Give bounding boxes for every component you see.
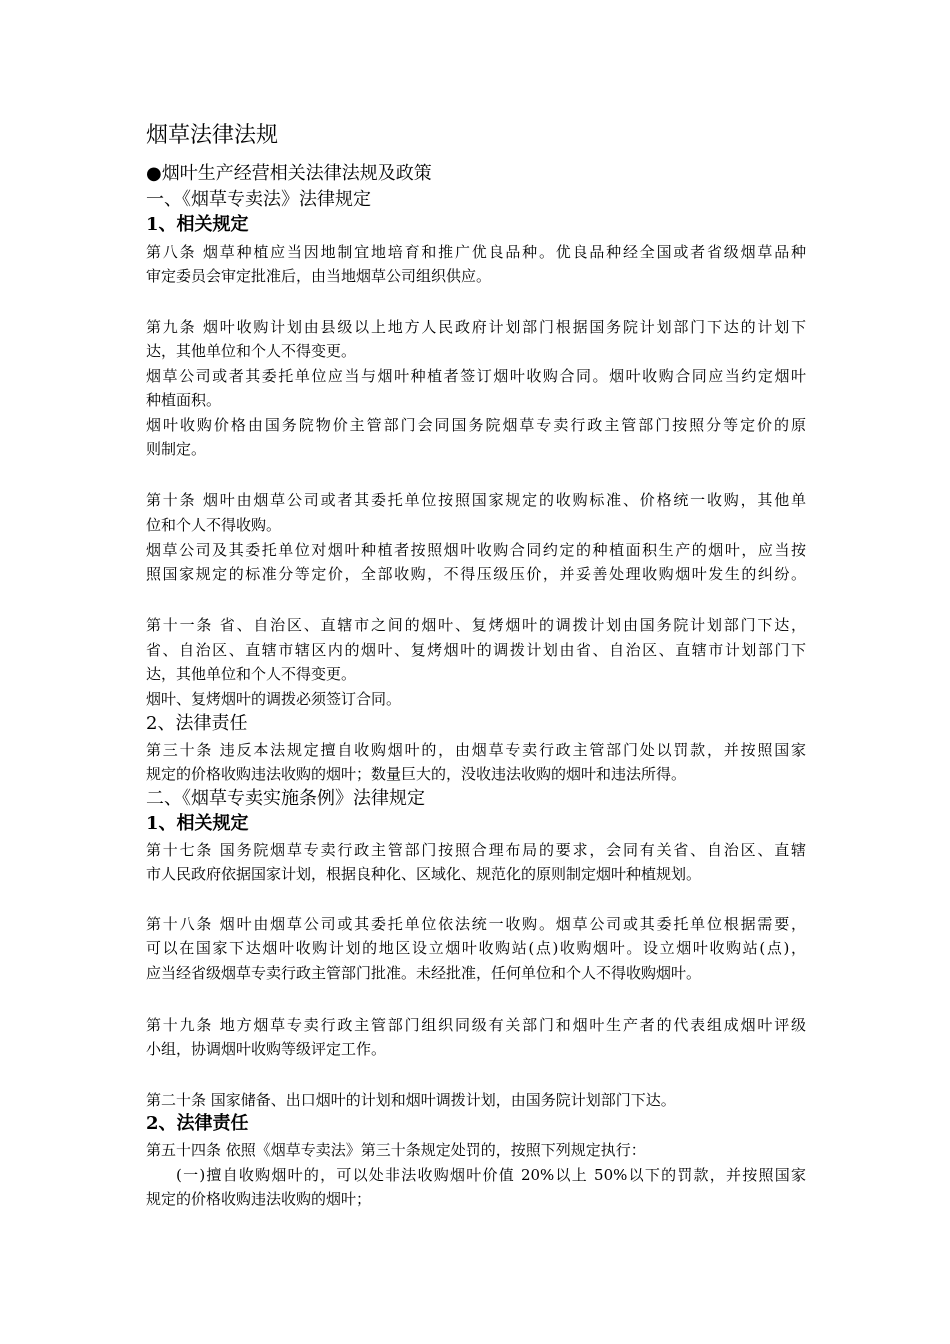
part2-sub2: 2、法律责任 <box>146 1113 249 1134</box>
art30-line-2: 规定的价格收购违法收购的烟叶；数量巨大的，没收违法收购的烟叶和违法所得。 <box>146 765 687 783</box>
art54-item-1-line-1: (一)擅自收购烟叶的，可以处非法收购烟叶价值 20%以上 50%以下的罚款，并按照国家 <box>176 1166 806 1184</box>
art10-line-2: 位和个人不得收购。 <box>146 516 282 534</box>
art11-line-4: 烟叶、复烤烟叶的调拨必须签订合同。 <box>146 690 402 708</box>
part2-sub1: 1、相关规定 <box>146 813 249 834</box>
art10-line-1: 第十条 烟叶由烟草公司或者其委托单位按照国家规定的收购标准、价格统一收购，其他单 <box>146 491 806 509</box>
art9-line-4: 种植面积。 <box>146 391 222 409</box>
art19-line-2: 小组，协调烟叶收购等级评定工作。 <box>146 1040 387 1058</box>
document-title: 烟草法律法规 <box>146 123 279 148</box>
art9-line-6: 则制定。 <box>146 440 207 458</box>
part1-sub1: 1、相关规定 <box>146 214 249 235</box>
art8-line-2: 审定委员会审定批准后，由当地烟草公司组织供应。 <box>146 267 492 285</box>
part1-heading: 一、《烟草专卖法》法律规定 <box>146 189 371 210</box>
art8-line-1: 第八条 烟草种植应当因地制宜地培育和推广优良品种。优良品种经全国或者省级烟草品种 <box>146 243 806 261</box>
art9-line-3: 烟草公司或者其委托单位应当与烟叶种植者签订烟叶收购合同。烟叶收购合同应当约定烟叶 <box>146 367 806 385</box>
art19-line-1: 第十九条 地方烟草专卖行政主管部门组织同级有关部门和烟叶生产者的代表组成烟叶评级 <box>146 1016 806 1034</box>
art9-line-1: 第九条 烟叶收购计划由县级以上地方人民政府计划部门根据国务院计划部门下达的计划下 <box>146 318 806 336</box>
art11-line-3: 达，其他单位和个人不得变更。 <box>146 665 357 683</box>
art10-line-3: 烟草公司及其委托单位对烟叶种植者按照烟叶收购合同约定的种植面积生产的烟叶，应当按 <box>146 541 806 559</box>
art54-line-1: 第五十四条 依照《烟草专卖法》第三十条规定处罚的，按照下列规定执行： <box>146 1141 646 1159</box>
art9-line-2: 达，其他单位和个人不得变更。 <box>146 342 357 360</box>
part2-heading: 二、《烟草专卖实施条例》法律规定 <box>146 788 425 809</box>
art18-line-2: 可以在国家下达烟叶收购计划的地区设立烟叶收购站(点)收购烟叶。设立烟叶收购站(点)， <box>146 939 806 957</box>
part1-sub2: 2、法律责任 <box>146 713 248 734</box>
art17-line-2: 市人民政府依据国家计划，根据良种化、区域化、规范化的原则制定烟叶种植规划。 <box>146 865 702 883</box>
art20-line-1: 第二十条 国家储备、出口烟叶的计划和烟叶调拨计划，由国务院计划部门下达。 <box>146 1091 676 1109</box>
art11-line-1: 第十一条 省、自治区、直辖市之间的烟叶、复烤烟叶的调拨计划由国务院计划部门下达， <box>146 616 806 634</box>
art9-line-5: 烟叶收购价格由国务院物价主管部门会同国务院烟草专卖行政主管部门按照分等定价的原 <box>146 416 806 434</box>
art11-line-2: 省、自治区、直辖市辖区内的烟叶、复烤烟叶的调拨计划由省、自治区、直辖市计划部门下 <box>146 641 806 659</box>
art17-line-1: 第十七条 国务院烟草专卖行政主管部门按照合理布局的要求，会同有关省、自治区、直辖 <box>146 841 806 859</box>
art10-line-4: 照国家规定的标准分等定价，全部收购，不得压级压价，并妥善处理收购烟叶发生的纠纷。 <box>146 565 806 583</box>
art30-line-1: 第三十条 违反本法规定擅自收购烟叶的，由烟草专卖行政主管部门处以罚款，并按照国家 <box>146 741 806 759</box>
art54-item-1-line-2: 规定的价格收购违法收购的烟叶； <box>146 1190 372 1208</box>
art18-line-1: 第十八条 烟叶由烟草公司或其委托单位依法统一收购。烟草公司或其委托单位根据需要， <box>146 915 806 933</box>
section-heading: ●烟叶生产经营相关法律法规及政策 <box>146 163 432 184</box>
art18-line-3: 应当经省级烟草专卖行政主管部门批准。未经批准，任何单位和个人不得收购烟叶。 <box>146 964 702 982</box>
